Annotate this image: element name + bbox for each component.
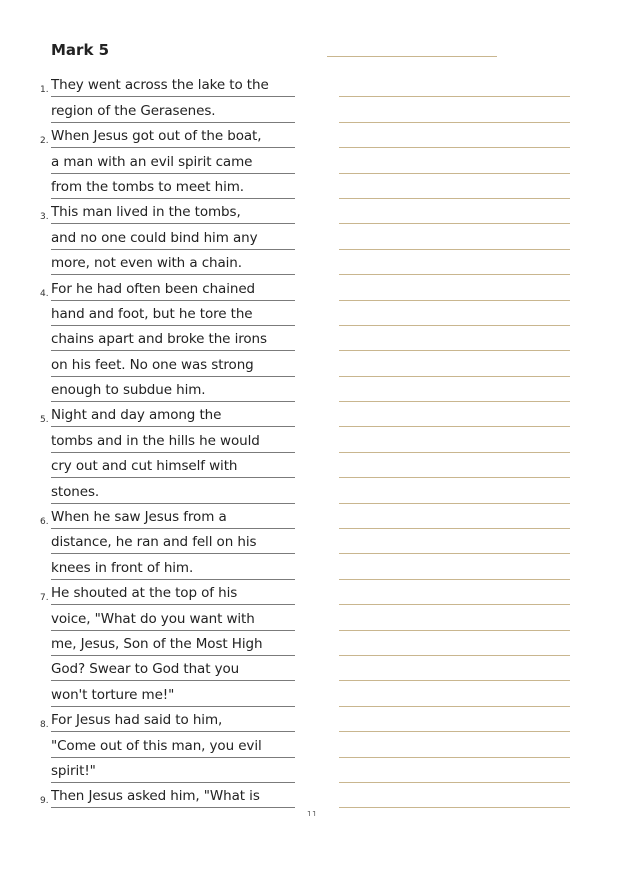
verse-number: 7. bbox=[40, 593, 49, 604]
verse-text: Night and day among the bbox=[51, 404, 295, 427]
verse-text: tombs and in the hills he would bbox=[51, 430, 295, 453]
verse-line bbox=[0, 427, 624, 452]
writing-practice-line[interactable] bbox=[339, 807, 570, 808]
verse-line bbox=[0, 707, 624, 732]
verse-line bbox=[0, 554, 624, 579]
verse-line bbox=[0, 580, 624, 605]
verse-text: He shouted at the top of his bbox=[51, 582, 295, 605]
verse-number: 8. bbox=[40, 720, 49, 731]
verse-text: and no one could bind him any bbox=[51, 227, 295, 250]
verse-text: me, Jesus, Son of the Most High bbox=[51, 633, 295, 656]
verse-line bbox=[0, 123, 624, 148]
verse-text: spirit!" bbox=[51, 760, 295, 783]
verse-line bbox=[0, 72, 624, 97]
verse-line bbox=[0, 224, 624, 249]
verse-line bbox=[0, 656, 624, 681]
verse-text: stones. bbox=[51, 481, 295, 504]
verse-number: 2. bbox=[40, 136, 49, 147]
verse-text: more, not even with a chain. bbox=[51, 252, 295, 275]
name-line bbox=[327, 56, 497, 57]
verse-number: 3. bbox=[40, 212, 49, 223]
verse-text: For he had often been chained bbox=[51, 278, 295, 301]
verse-line bbox=[0, 250, 624, 275]
verse-line bbox=[0, 377, 624, 402]
verse-line bbox=[0, 174, 624, 199]
verse-line bbox=[0, 453, 624, 478]
verse-number: 6. bbox=[40, 517, 49, 528]
verse-line bbox=[0, 529, 624, 554]
verse-line bbox=[0, 732, 624, 757]
verse-text: When Jesus got out of the boat, bbox=[51, 125, 295, 148]
verse-line bbox=[0, 402, 624, 427]
verse-text: They went across the lake to the bbox=[51, 74, 295, 97]
verse-line bbox=[0, 351, 624, 376]
verse-text: hand and foot, but he tore the bbox=[51, 303, 295, 326]
verse-list bbox=[0, 72, 624, 808]
verse-line bbox=[0, 504, 624, 529]
page-title: Mark 5 bbox=[51, 41, 110, 59]
verse-line bbox=[0, 681, 624, 706]
verse-text: God? Swear to God that you bbox=[51, 658, 295, 681]
verse-text: voice, "What do you want with bbox=[51, 608, 295, 631]
verse-text: region of the Gerasenes. bbox=[51, 100, 295, 123]
verse-text: chains apart and broke the irons bbox=[51, 328, 295, 351]
verse-text: enough to subdue him. bbox=[51, 379, 295, 402]
verse-text: a man with an evil spirit came bbox=[51, 151, 295, 174]
verse-text: won't torture me!" bbox=[51, 684, 295, 707]
verse-line bbox=[0, 605, 624, 630]
verse-number: 4. bbox=[40, 288, 49, 299]
verse-text: This man lived in the tombs, bbox=[51, 201, 295, 224]
verse-line bbox=[0, 97, 624, 122]
verse-line bbox=[0, 148, 624, 173]
verse-number: 1. bbox=[40, 85, 49, 96]
verse-text: distance, he ran and fell on his bbox=[51, 531, 295, 554]
verse-text: Then Jesus asked him, "What is bbox=[51, 785, 295, 808]
verse-text: When he saw Jesus from a bbox=[51, 506, 295, 529]
verse-line bbox=[0, 199, 624, 224]
page-number: 11 bbox=[306, 811, 318, 816]
verse-text: cry out and cut himself with bbox=[51, 455, 295, 478]
verse-number: 9. bbox=[40, 796, 49, 807]
verse-line bbox=[0, 478, 624, 503]
verse-text: "Come out of this man, you evil bbox=[51, 735, 295, 758]
verse-line bbox=[0, 758, 624, 783]
verse-text: For Jesus had said to him, bbox=[51, 709, 295, 732]
verse-line bbox=[0, 783, 624, 808]
verse-text: on his feet. No one was strong bbox=[51, 354, 295, 377]
verse-line bbox=[0, 631, 624, 656]
verse-line bbox=[0, 326, 624, 351]
verse-text: from the tombs to meet him. bbox=[51, 176, 295, 199]
verse-line bbox=[0, 301, 624, 326]
verse-text: knees in front of him. bbox=[51, 557, 295, 580]
verse-line bbox=[0, 275, 624, 300]
verse-number: 5. bbox=[40, 415, 49, 426]
